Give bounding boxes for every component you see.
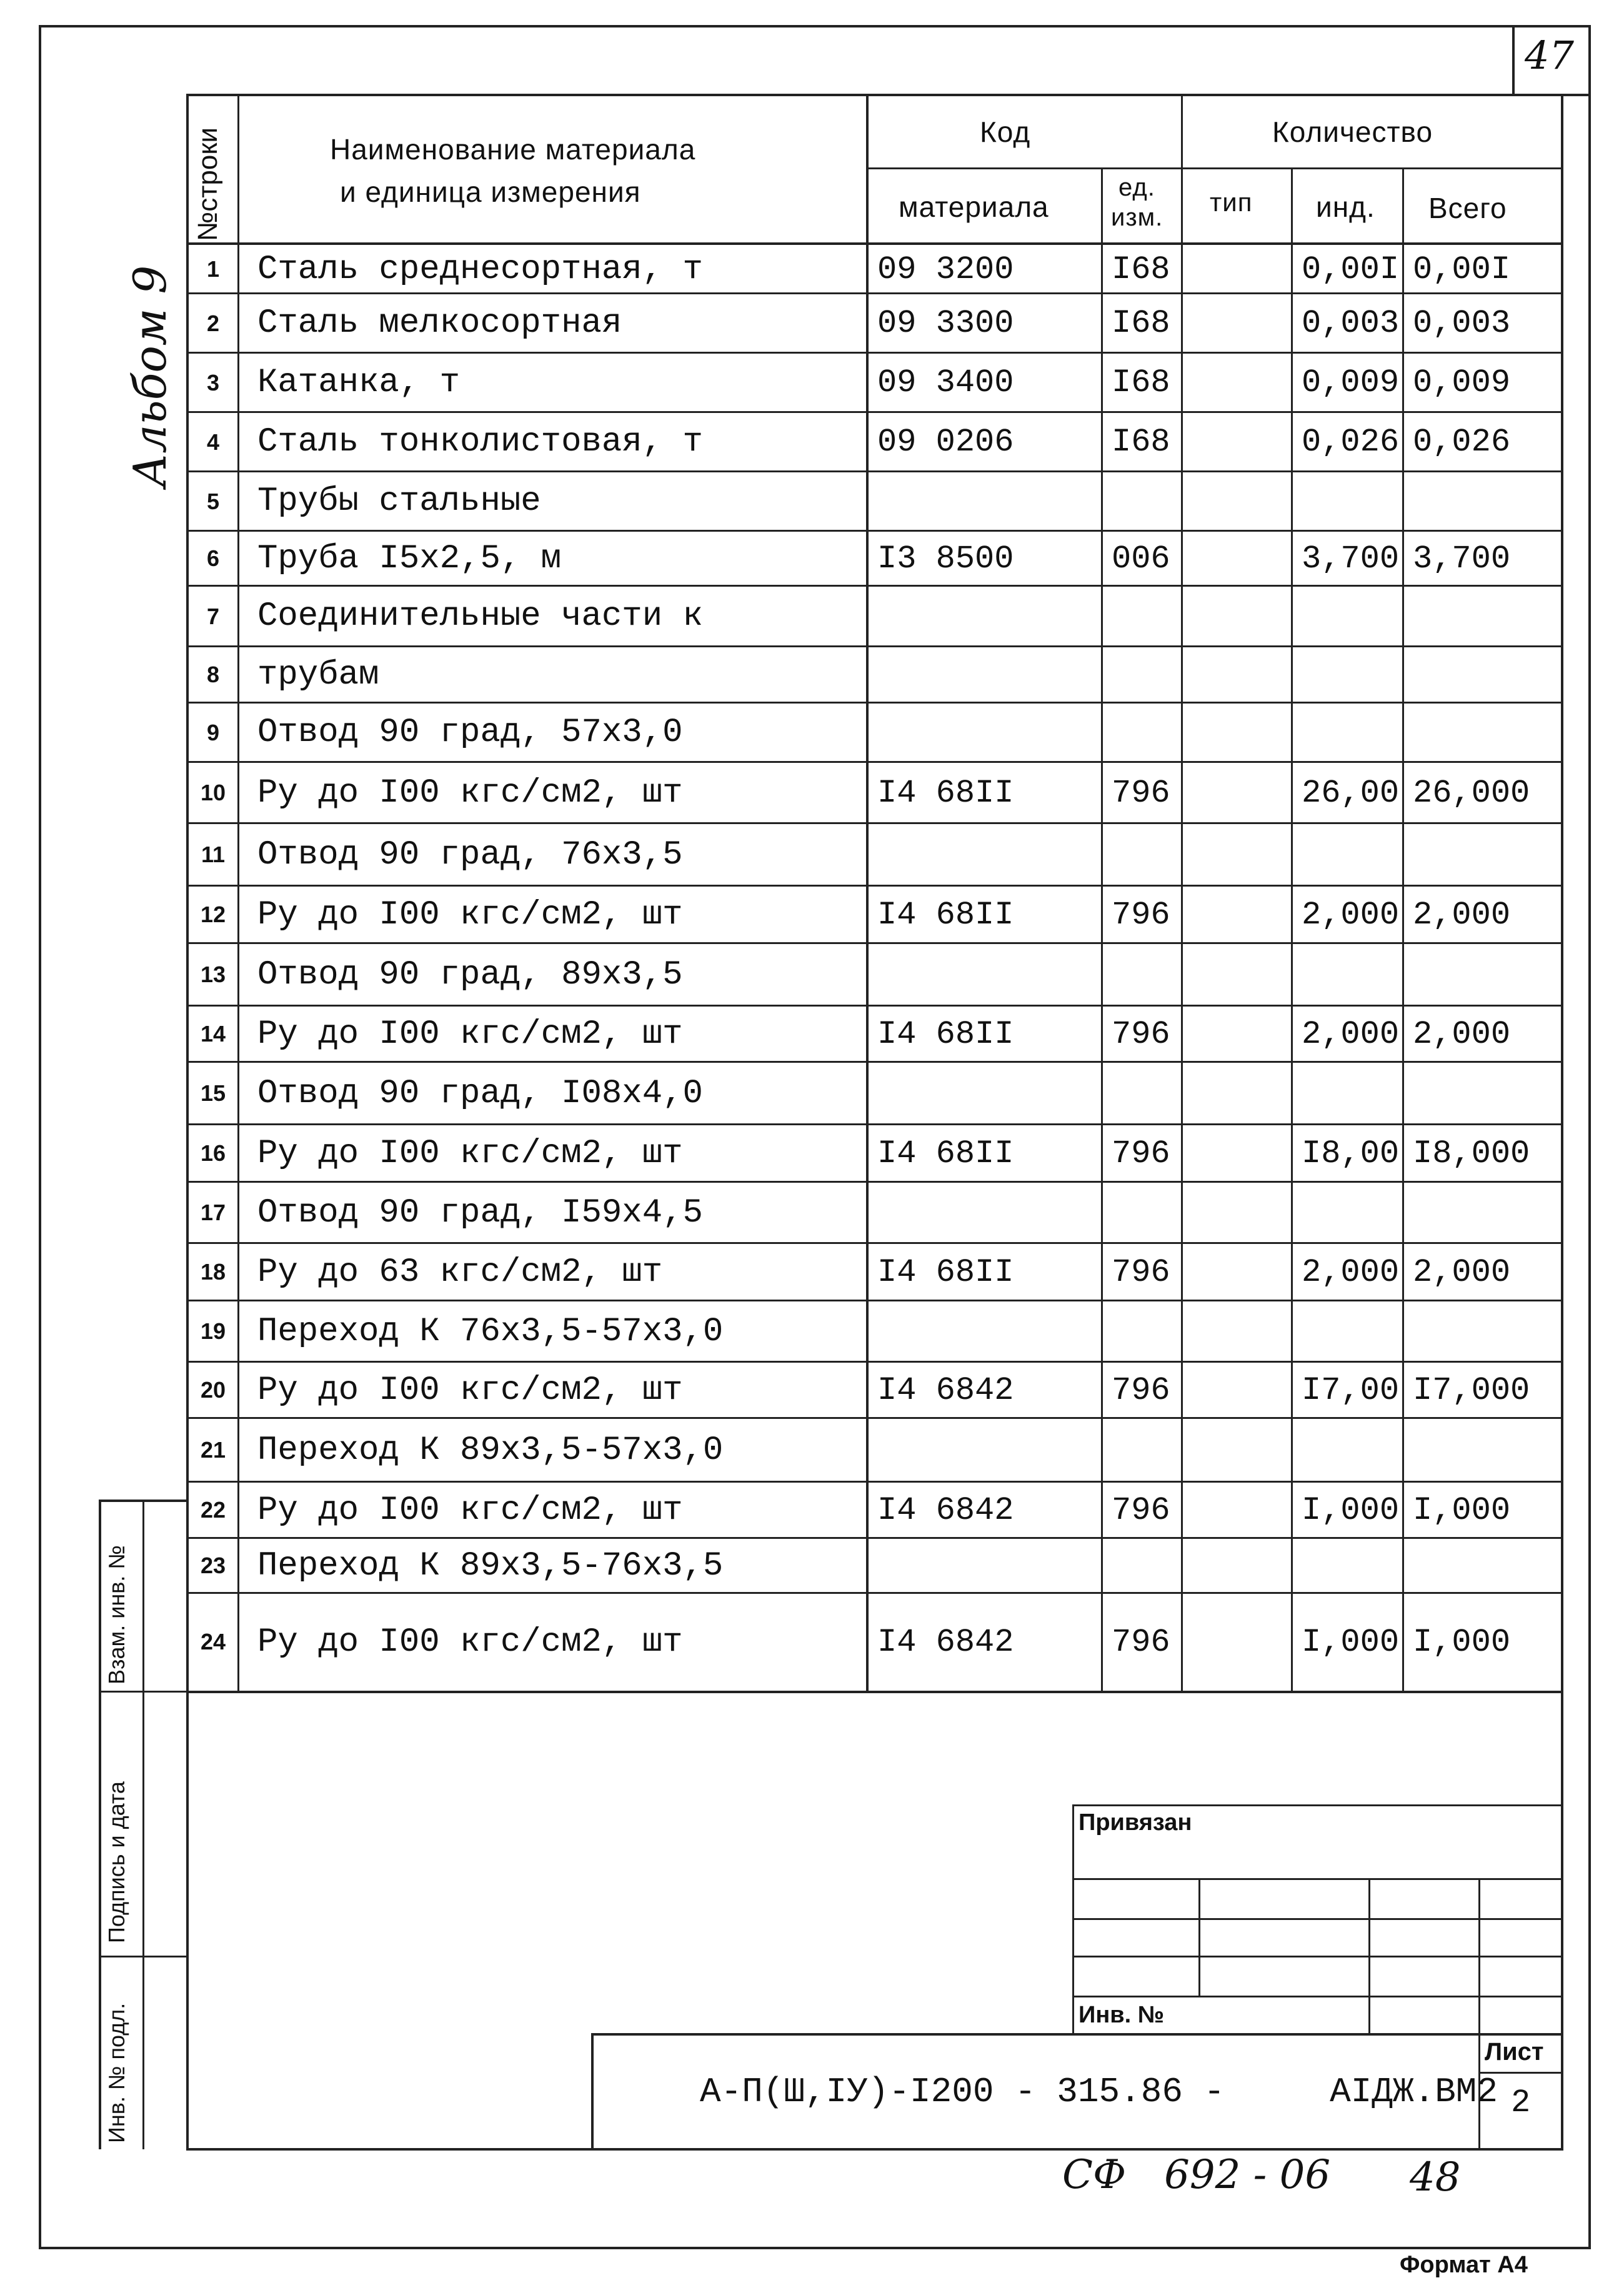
- header-name-line1: Наименование материала: [330, 133, 696, 166]
- qty-individual: [1293, 472, 1402, 531]
- material-code: 09 3200: [877, 251, 1014, 288]
- footer-sf-code: СФ 692 - 06: [1062, 2152, 1331, 2198]
- qty-total: 0,009: [1413, 364, 1511, 401]
- unit-code: [1103, 943, 1181, 1006]
- qty-total: [1404, 1538, 1561, 1593]
- row-number: 3: [206, 369, 220, 395]
- qty-total: [1404, 1182, 1561, 1243]
- unit-code: 006: [1112, 540, 1170, 577]
- row-number: 10: [200, 780, 226, 805]
- qty-total: [1404, 1418, 1561, 1482]
- row-number: 12: [200, 902, 226, 927]
- material-code: 09 3400: [877, 364, 1014, 401]
- qty-individual: 0,026: [1302, 424, 1400, 460]
- qty-total: 0,00I: [1413, 251, 1511, 288]
- qty-individual: [1293, 1418, 1402, 1482]
- row-number: 18: [200, 1259, 226, 1285]
- material-code: [869, 1301, 1101, 1362]
- header-code-unit-1: ед.: [1118, 174, 1155, 201]
- stamp-privyazan: Привязан: [1079, 1809, 1192, 1836]
- qty-total: 3,700: [1413, 540, 1511, 577]
- stamp-privyazan-top: [1072, 1804, 1563, 1806]
- qty-individual: [1293, 1538, 1402, 1593]
- material-code: [869, 647, 1101, 703]
- qty-total: 2,000: [1413, 1015, 1511, 1053]
- unit-code: 796: [1112, 1491, 1170, 1529]
- row-number: 1: [206, 256, 220, 282]
- qty-total: I,000: [1413, 1491, 1511, 1529]
- qty-type: [1183, 1538, 1291, 1593]
- unit-code: [1103, 1182, 1181, 1243]
- qty-type: [1183, 943, 1291, 1006]
- col-line-no: [237, 94, 239, 1693]
- unit-code: [1103, 1418, 1181, 1482]
- material-name: Ру до I00 кгс/см2, шт: [257, 1134, 683, 1173]
- material-name: Ру до I00 кгс/см2, шт: [257, 1371, 683, 1410]
- material-name: Ру до I00 кгс/см2, шт: [257, 1015, 683, 1053]
- row-number: 24: [200, 1629, 226, 1654]
- material-code: [869, 1418, 1101, 1482]
- qty-total: [1404, 472, 1561, 531]
- material-name: Ру до I00 кгс/см2, шт: [257, 1491, 683, 1529]
- qty-individual: I,000: [1302, 1491, 1400, 1529]
- qty-type: [1183, 353, 1291, 412]
- material-code: [869, 703, 1101, 762]
- material-name: Отвод 90 град, 57x3,0: [257, 714, 683, 752]
- qty-total: 0,026: [1413, 424, 1511, 460]
- qty-individual: [1293, 1301, 1402, 1362]
- binding-strip-divider: [142, 1500, 144, 2149]
- header-row-number: №строки: [192, 127, 223, 241]
- main-frame-bottom: [186, 2148, 1563, 2151]
- binding-sep-2: [99, 1956, 186, 1957]
- header-qty-type: тип: [1210, 187, 1253, 217]
- material-code: I4 6842: [877, 1491, 1014, 1529]
- qty-type: [1183, 1593, 1291, 1691]
- stamp-document-code: А-П(Ш,IУ)-I200 - 315.86 - АIДЖ.ВМ2: [700, 2072, 1498, 2112]
- side-label-vzam-inv: Взам. инв. №: [104, 1544, 129, 1684]
- unit-code: [1103, 647, 1181, 703]
- qty-type: [1183, 886, 1291, 943]
- qty-individual: 3,700: [1302, 540, 1400, 577]
- unit-code: I68: [1112, 364, 1170, 401]
- row-number: 5: [206, 488, 220, 514]
- qty-individual: [1293, 1182, 1402, 1243]
- qty-individual: [1293, 943, 1402, 1006]
- row-number: 14: [200, 1021, 226, 1047]
- material-code: [869, 1182, 1101, 1243]
- row-number: 15: [200, 1080, 226, 1106]
- row-number: 13: [200, 962, 226, 987]
- outer-frame-left: [39, 25, 41, 2249]
- qty-individual: 0,009: [1302, 364, 1400, 401]
- qty-individual: [1293, 823, 1402, 886]
- qty-type: [1183, 1006, 1291, 1062]
- material-code: I4 68II: [877, 774, 1014, 812]
- material-code: [869, 1062, 1101, 1125]
- stamp-grid-v3: [1478, 1878, 1480, 2034]
- stamp-grid-h2: [1072, 1918, 1563, 1920]
- qty-type: [1183, 531, 1291, 586]
- header-qty-ind: инд.: [1316, 191, 1375, 223]
- material-code: 09 0206: [877, 424, 1014, 460]
- row-number: 9: [206, 719, 220, 745]
- unit-code: [1103, 472, 1181, 531]
- side-label-inv-podl: Инв. № подл.: [104, 2002, 129, 2143]
- stamp-main-top: [591, 2033, 1563, 2036]
- qty-total: I,000: [1413, 1623, 1511, 1661]
- header-name-line2: и единица измерения: [340, 176, 641, 208]
- material-code: I4 6842: [877, 1371, 1014, 1409]
- material-name: Трубы стальные: [257, 482, 541, 520]
- qty-total: I8,000: [1413, 1135, 1530, 1172]
- unit-code: [1103, 586, 1181, 647]
- row-number: 11: [201, 842, 226, 867]
- unit-code: [1103, 703, 1181, 762]
- material-name: Ру до I00 кгс/см2, шт: [257, 1623, 683, 1661]
- material-name: Отвод 90 град, I59x4,5: [257, 1193, 703, 1232]
- row-number: 8: [206, 662, 220, 687]
- stamp-inv-no: Инв. №: [1079, 2002, 1165, 2028]
- qty-type: [1183, 1125, 1291, 1182]
- qty-individual: I8,00: [1302, 1135, 1400, 1172]
- unit-code: [1103, 823, 1181, 886]
- table-bottom-line: [186, 1691, 1563, 1693]
- material-name: Переход К 89x3,5-57x3,0: [257, 1431, 724, 1470]
- qty-type: [1183, 1243, 1291, 1301]
- row-number: 19: [200, 1318, 226, 1344]
- unit-code: 796: [1112, 774, 1170, 812]
- qty-total: 0,003: [1413, 305, 1511, 342]
- side-label-podpis-data: Подпись и дата: [104, 1781, 129, 1943]
- stamp-grid-v1: [1198, 1878, 1200, 1996]
- material-name: Ру до 63 кгс/см2, шт: [257, 1253, 663, 1291]
- qty-type: [1183, 823, 1291, 886]
- main-frame-top: [186, 94, 1563, 96]
- row-number: 16: [200, 1140, 226, 1166]
- material-code: I3 8500: [877, 540, 1014, 577]
- material-name: Сталь среднесортная, т: [257, 250, 703, 289]
- stamp-grid-h3: [1072, 1956, 1563, 1957]
- qty-type: [1183, 412, 1291, 472]
- material-name: Переход К 76x3,5-57x3,0: [257, 1312, 724, 1351]
- qty-type: [1183, 762, 1291, 823]
- material-code: [869, 1538, 1101, 1593]
- qty-individual: 2,000: [1302, 896, 1400, 933]
- material-code: [869, 586, 1101, 647]
- qty-individual: I,000: [1302, 1623, 1400, 1661]
- row-number: 21: [200, 1437, 226, 1463]
- material-name: Сталь мелкосортная: [257, 304, 622, 342]
- unit-code: 796: [1112, 1135, 1170, 1172]
- material-name: Соединительные части к: [257, 597, 703, 635]
- binding-sep-1: [99, 1691, 186, 1693]
- row-number: 6: [206, 545, 220, 571]
- header-split-line: [866, 167, 1563, 169]
- header-qty-total: Всего: [1428, 192, 1507, 224]
- material-name: Сталь тонколистовая, т: [257, 423, 703, 461]
- qty-total: [1404, 586, 1561, 647]
- binding-strip-left: [99, 1500, 101, 2149]
- qty-total: [1404, 1062, 1561, 1125]
- qty-total: [1404, 943, 1561, 1006]
- qty-type: [1183, 1482, 1291, 1538]
- qty-individual: I7,00: [1302, 1371, 1400, 1409]
- stamp-privyazan-left: [1072, 1804, 1074, 2036]
- qty-individual: 0,003: [1302, 305, 1400, 342]
- qty-type: [1183, 245, 1291, 294]
- row-number: 17: [200, 1200, 226, 1225]
- footer-copy-number: 48: [1410, 2154, 1461, 2201]
- qty-total: [1404, 823, 1561, 886]
- row-number: 4: [206, 429, 220, 455]
- unit-code: I68: [1112, 424, 1170, 460]
- qty-type: [1183, 586, 1291, 647]
- material-code: 09 3300: [877, 305, 1014, 342]
- outer-frame-right: [1588, 25, 1591, 2249]
- unit-code: 796: [1112, 1015, 1170, 1053]
- row-number: 2: [206, 310, 220, 336]
- material-code: [869, 472, 1101, 531]
- material-name: Ру до I00 кгс/см2, шт: [257, 895, 683, 934]
- unit-code: 796: [1112, 896, 1170, 933]
- material-name: Отвод 90 град, 76x3,5: [257, 835, 683, 874]
- unit-code: 796: [1112, 1371, 1170, 1409]
- qty-total: [1404, 647, 1561, 703]
- material-name: Отвод 90 град, 89x3,5: [257, 955, 683, 994]
- qty-type: [1183, 1182, 1291, 1243]
- stamp-sheet-number: 2: [1511, 2084, 1531, 2121]
- material-code: I4 68II: [877, 1253, 1014, 1291]
- qty-type: [1183, 472, 1291, 531]
- material-code: [869, 823, 1101, 886]
- stamp-grid-h4: [1072, 1996, 1563, 1997]
- row-number: 23: [200, 1553, 226, 1578]
- footer-format: Формат А4: [1400, 2252, 1528, 2278]
- material-name: Отвод 90 град, I08x4,0: [257, 1074, 703, 1113]
- page-number-box-left: [1512, 25, 1515, 95]
- qty-total: [1404, 1301, 1561, 1362]
- qty-individual: 26,00: [1302, 774, 1400, 812]
- unit-code: I68: [1112, 305, 1170, 342]
- unit-code: I68: [1112, 251, 1170, 288]
- header-code: Код: [980, 116, 1031, 148]
- qty-individual: [1293, 586, 1402, 647]
- qty-individual: 2,000: [1302, 1015, 1400, 1053]
- qty-type: [1183, 703, 1291, 762]
- header-code-material: материала: [899, 191, 1049, 223]
- header-quantity: Количество: [1272, 116, 1433, 148]
- outer-frame-top: [39, 25, 1591, 27]
- material-code: I4 68II: [877, 896, 1014, 933]
- qty-individual: 2,000: [1302, 1253, 1400, 1291]
- stamp-main-left: [591, 2033, 594, 2149]
- stamp-sheet-label: Лист: [1485, 2038, 1544, 2066]
- qty-total: 2,000: [1413, 896, 1511, 933]
- qty-type: [1183, 1418, 1291, 1482]
- row-number: 22: [200, 1497, 226, 1523]
- header-code-unit-2: изм.: [1111, 204, 1163, 231]
- material-name: Катанка, т: [257, 364, 461, 402]
- material-name: трубам: [257, 655, 379, 694]
- material-name: Ру до I00 кгс/см2, шт: [257, 773, 683, 812]
- qty-individual: [1293, 1062, 1402, 1125]
- unit-code: [1103, 1062, 1181, 1125]
- qty-total: I7,000: [1413, 1371, 1530, 1409]
- qty-individual: 0,00I: [1302, 251, 1400, 288]
- outer-frame-bottom: [39, 2247, 1591, 2249]
- main-frame-right: [1561, 94, 1563, 2149]
- material-name: Труба I5x2,5, м: [257, 539, 562, 578]
- row-number: 20: [200, 1377, 226, 1403]
- qty-type: [1183, 1301, 1291, 1362]
- qty-individual: [1293, 703, 1402, 762]
- qty-type: [1183, 1362, 1291, 1418]
- unit-code: [1103, 1538, 1181, 1593]
- qty-individual: [1293, 647, 1402, 703]
- qty-type: [1183, 647, 1291, 703]
- material-code: [869, 943, 1101, 1006]
- unit-code: 796: [1112, 1253, 1170, 1291]
- material-code: I4 68II: [877, 1015, 1014, 1053]
- qty-total: 2,000: [1413, 1253, 1511, 1291]
- qty-total: 26,000: [1413, 774, 1530, 812]
- qty-type: [1183, 294, 1291, 353]
- stamp-grid-h1: [1072, 1878, 1563, 1880]
- page-number: 47: [1525, 32, 1574, 78]
- album-label: Альбом 9: [124, 265, 176, 487]
- unit-code: [1103, 1301, 1181, 1362]
- material-name: Переход К 89x3,5-76x3,5: [257, 1546, 724, 1585]
- qty-type: [1183, 1062, 1291, 1125]
- stamp-grid-v2: [1368, 1878, 1370, 2034]
- material-code: I4 6842: [877, 1623, 1014, 1661]
- material-code: I4 68II: [877, 1135, 1014, 1172]
- row-number: 7: [206, 603, 220, 629]
- qty-total: [1404, 703, 1561, 762]
- unit-code: 796: [1112, 1623, 1170, 1661]
